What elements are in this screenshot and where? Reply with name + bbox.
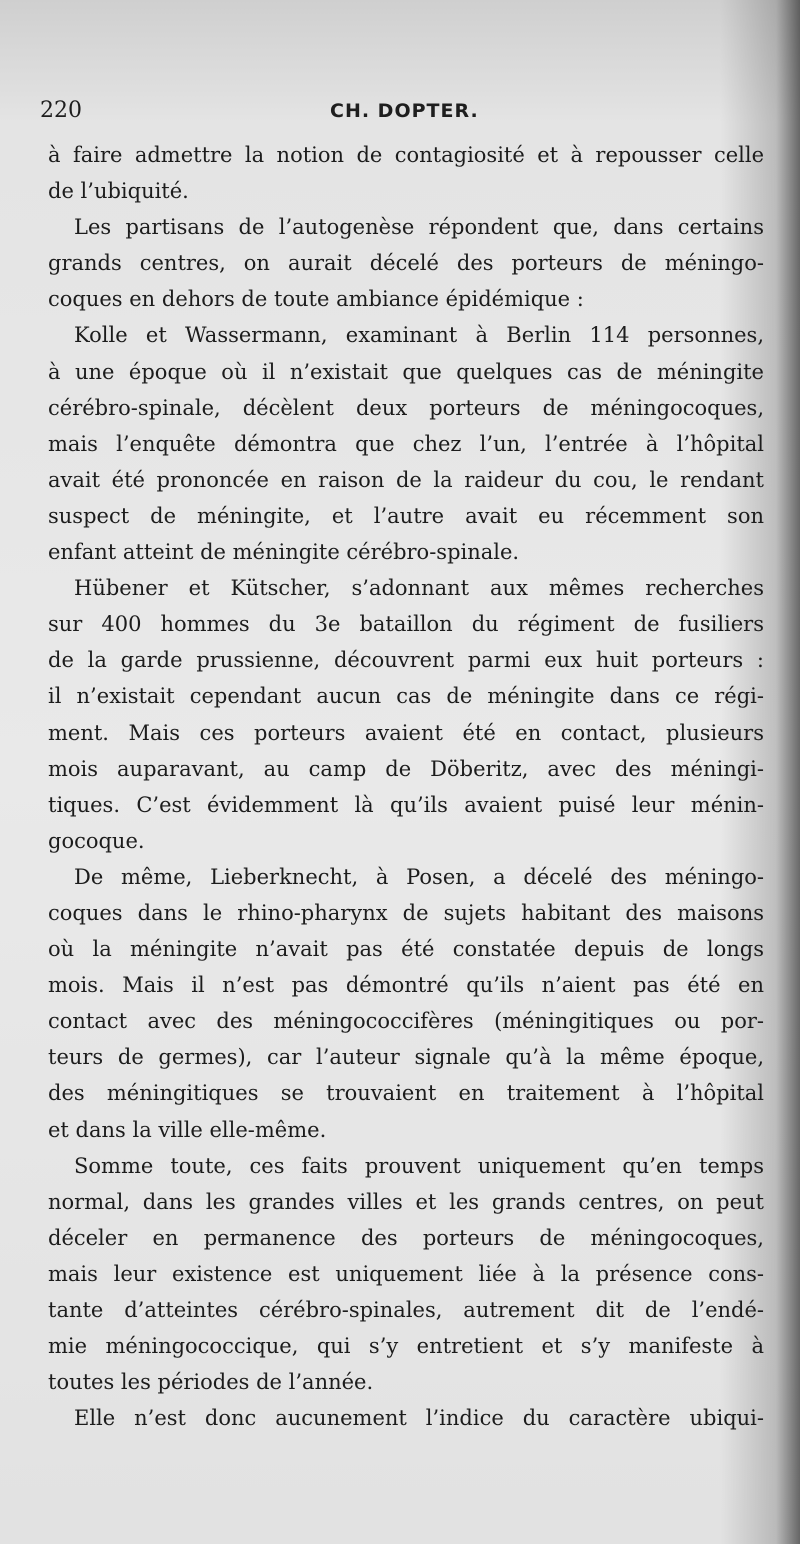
text-line: mie méningococcique, qui s’y entretient et s’y manifeste à (48, 1334, 764, 1359)
text-line: mois. Mais il n’est pas démontré qu’ils n’aient pas été en (48, 973, 764, 998)
text-line: Somme toute, ces faits prouvent uniquement qu’en temps (74, 1153, 764, 1178)
text-line: gocoque. (48, 828, 145, 853)
text-line: Hübener et Kütscher, s’adonnant aux mêmes recherches (74, 576, 764, 601)
text-line: où la méningite n’avait pas été constatée depuis de longs (48, 937, 764, 962)
text-line: Les partisans de l’autogenèse répondent que, dans certains (74, 215, 764, 240)
text-line: des méningitiques se trouvaient en traitement à l’hôpital (48, 1081, 764, 1106)
text-line: de la garde prussienne, découvrent parmi eux huit porteurs : (48, 648, 764, 673)
text-line: de l’ubiquité. (48, 179, 189, 204)
text-line: coques en dehors de toute ambiance épidémique : (48, 287, 584, 312)
text-line: déceler en permanence des porteurs de méningocoques, (48, 1225, 764, 1250)
text-line: à une époque où il n’existait que quelques cas de méningite (48, 359, 764, 384)
text-line: enfant atteint de méningite cérébro-spinale. (48, 540, 520, 565)
body-text (48, 137, 764, 1436)
page-number: 220 (40, 98, 82, 123)
text-line: De même, Lieberknecht, à Posen, a décelé des méningo- (74, 864, 764, 889)
text-line: toutes les périodes de l’année. (48, 1370, 374, 1395)
text-line: il n’existait cependant aucun cas de méningite dans ce régi- (48, 684, 764, 709)
text-line: à faire admettre la notion de contagiosité et à repousser celle (48, 143, 764, 167)
text-line: sur 400 hommes du 3e bataillon du régiment de fusiliers (48, 612, 764, 637)
text-line: mois auparavant, au camp de Döberitz, avec des méningi- (48, 756, 764, 781)
text-line: Elle n’est donc aucunement l’indice du caractère ubiqui- (74, 1406, 764, 1431)
text-line: et dans la ville elle-même. (48, 1117, 327, 1142)
running-head: CH. DOPTER. (330, 100, 479, 122)
page-header (40, 98, 760, 130)
text-line: mais leur existence est uniquement liée à la présence cons- (48, 1261, 764, 1286)
text-line: Kolle et Wassermann, examinant à Berlin 114 personnes, (74, 323, 764, 348)
text-line: mais l’enquête démontra que chez l’un, l’entrée à l’hôpital (48, 431, 764, 456)
text-line: cérébro-spinale, décèlent deux porteurs de méningocoques, (48, 395, 764, 420)
text-line: coques dans le rhino-pharynx de sujets habitant des maisons (48, 900, 764, 925)
text-line: suspect de méningite, et l’autre avait eu récemment son (48, 503, 764, 528)
text-line: contact avec des méningococcifères (méningitiques ou por- (48, 1009, 764, 1034)
text-line: ment. Mais ces porteurs avaient été en contact, plusieurs (48, 720, 764, 745)
text-line: teurs de germes), car l’auteur signale qu’à la même époque, (48, 1045, 764, 1070)
text-line: tiques. C’est évidemment là qu’ils avaient puisé leur ménin- (48, 792, 764, 817)
text-line: tante d’atteintes cérébro-spinales, autrement dit de l’endé- (48, 1298, 764, 1322)
text-line: avait été prononcée en raison de la raideur du cou, le rendant (48, 467, 764, 492)
text-line: grands centres, on aurait décelé des porteurs de méningo- (48, 251, 764, 276)
text-line: normal, dans les grandes villes et les grands centres, on peut (48, 1189, 764, 1214)
